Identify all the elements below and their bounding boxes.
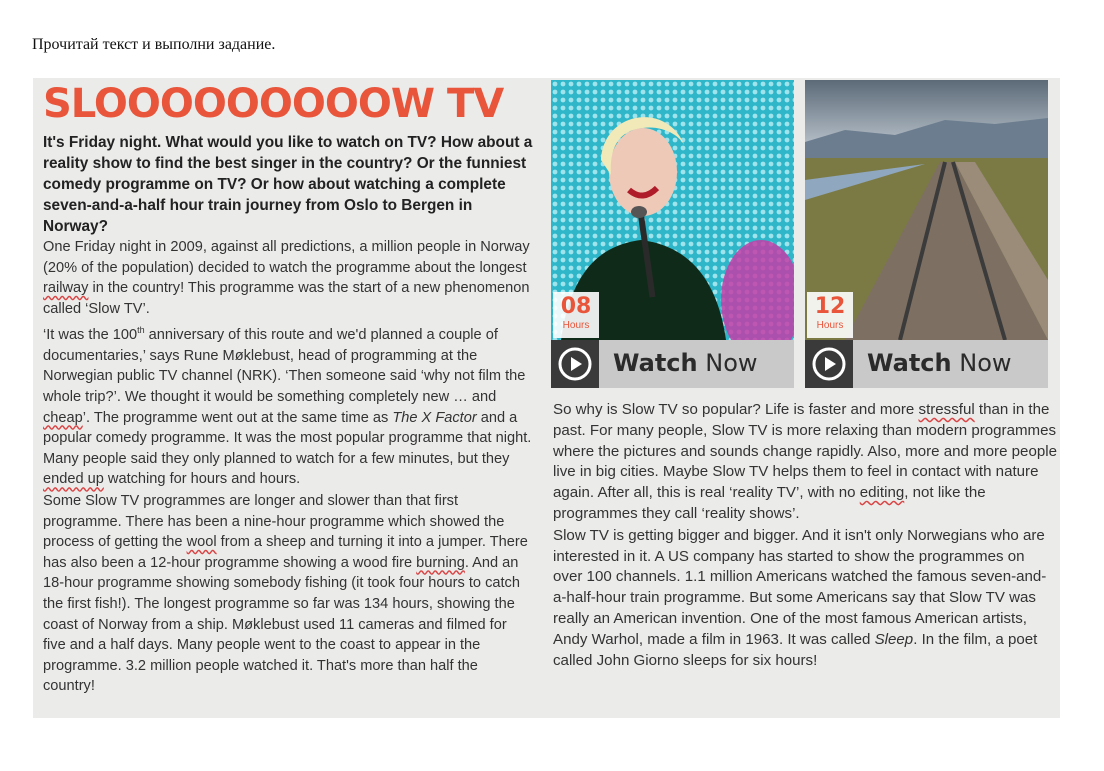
article-right-column xyxy=(553,400,1058,671)
paragraph-1: One Friday night in 2009, against all predictions, a million people in Norway (20% of the population) decided to watch the programme about the longest railway in the country! This programme was the start of a new phenomenon called ‘Slow TV’. xyxy=(43,239,530,317)
show-title: The X Factor xyxy=(392,409,477,426)
article-body xyxy=(43,237,533,697)
vocab-word: cheap xyxy=(43,409,83,426)
vocab-word: wool xyxy=(186,534,217,551)
watch-now-button[interactable] xyxy=(551,340,794,388)
card-singer xyxy=(551,80,794,388)
vocab-word: editing xyxy=(859,484,905,502)
duration-badge: 08 Hours xyxy=(553,292,599,338)
watch-now-label: Watch Now xyxy=(867,349,1012,377)
task-instruction: Прочитай текст и выполни задание. xyxy=(32,36,276,53)
vocab-word: railway xyxy=(43,280,89,297)
article-headline: SLOOOOOOOOOW TV xyxy=(43,81,504,127)
watch-now-label: Watch Now xyxy=(613,349,758,377)
paragraph-3: Some Slow TV programmes are longer and slower than that first programme. There has been a nine-hour programme which showed the process of getting the wool from a sheep and turning it into a jumper. There has also been a 12-hour programme showing a wood fire burning. And an 18-hour programme showing somebody fishing (it took four hours to catch the first fish!). The longest programme so far was 134 hours, showing the coast of Norway from a ship. Møklebust used 11 cameras and filmed for five and a half days. Many people went to the coast to appear in the programme. 3.2 million people watched it. That's more than half the country! xyxy=(43,492,528,695)
paragraph-2: ‘It was the 100th anniversary of this route and we'd planned a couple of documentaries,’ says Rune Møklebust, head of programming at the Norwegian public TV channel (NRK). ‘Then someone said ‘why not film the whole trip?’. We thought it would be something completely new … and cheap’. The programme went out at the same time as The X Factor and a popular comedy programme. It was the most popular programme that night. Many people said they only planned to watch for a few minutes, but they ended up watching for hours and hours. xyxy=(43,325,532,488)
watch-now-button[interactable] xyxy=(805,340,1048,388)
vocab-word: ended up xyxy=(43,471,104,488)
magazine-scan xyxy=(33,78,1060,718)
film-title: Sleep xyxy=(874,630,914,648)
vocab-word: burning xyxy=(416,554,465,571)
vocab-word: stressful xyxy=(918,401,975,418)
article-intro: It's Friday night. What would you like to watch on TV? How about a reality show to find the best singer in the country? Or the funniest comedy programme on TV? Or how about watching a complete seven-and-a-half hour train journey from Oslo to Bergen in Norway? xyxy=(43,134,533,235)
paragraph-5: Slow TV is getting bigger and bigger. And it isn't only Norwegians who are interested in it. A US company has started to show the programmes on over 100 channels. 1.1 million Americans watched the famous seven-and-a-half-hour train programme. But some Americans say that Slow TV was really an American invention. One of the most famous American artists, Andy Warhol, made a film in 1963. It was called Sleep. In the film, a poet called John Giorno sleeps for six hours! xyxy=(553,526,1047,669)
play-icon[interactable] xyxy=(805,340,853,388)
article-left-column xyxy=(43,80,533,697)
duration-badge: 12 Hours xyxy=(807,292,853,338)
paragraph-4: So why is Slow TV so popular? Life is faster and more stressful than in the past. For many people, Slow TV is more relaxing than modern programmes where the pictures and sounds change rapidly. Also, more and more people live in big cities. Maybe Slow TV helps them to feel in contact with nature again. After all, this is real ‘reality TV’, with no editing, not like the programmes they call ‘reality shows’. xyxy=(553,401,1057,522)
card-railway xyxy=(805,80,1048,388)
play-icon[interactable] xyxy=(551,340,599,388)
